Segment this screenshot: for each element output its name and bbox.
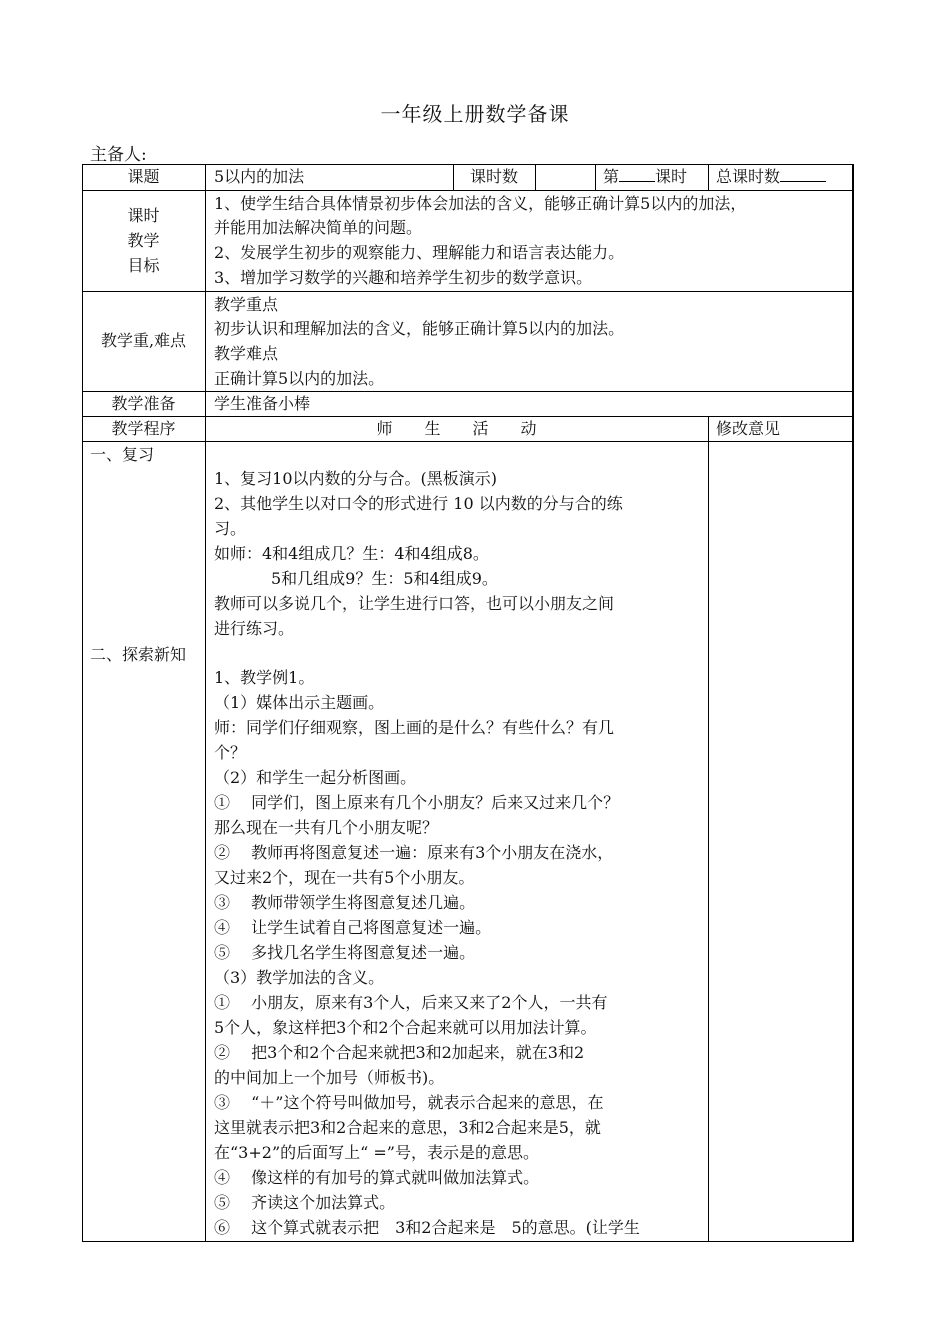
- activity-line: 5个人，象这样把3个和2个合起来就可以用加法计算。: [214, 1018, 597, 1037]
- activity-line: 在“3+2”的后面写上“ =”号，表示是的意思。: [214, 1143, 539, 1162]
- total-hours: [716, 165, 826, 189]
- activity-line: ② 把3个和2个合起来就把3和2加起来，就在3和2: [214, 1043, 585, 1062]
- activity-line: ⑥ 这个算式就表示把 3和2合起来是 5的意思。(让学生: [214, 1218, 640, 1237]
- row-divider: [82, 441, 853, 442]
- activity-line: ③ “＋”这个符号叫做加号，就表示合起来的意思，在: [214, 1093, 604, 1112]
- row-divider: [82, 291, 853, 292]
- activity-line: ④ 像这样的有加号的算式就叫做加法算式。: [214, 1168, 540, 1187]
- goal-line: 并能用加法解决简单的问题。: [214, 218, 423, 237]
- preparer-label: 主备人:: [90, 145, 147, 165]
- key-point-line: 正确计算5以内的加法。: [214, 369, 385, 388]
- column-divider: [595, 164, 596, 190]
- key-point-line: 教学重点: [214, 295, 279, 314]
- activity-line: 1、教学例1。: [214, 668, 315, 687]
- procedure-col-label: 教学程序: [111, 419, 176, 438]
- column-divider: [708, 164, 709, 190]
- activity-line: 个？: [214, 743, 247, 762]
- activity-line: 那么现在一共有几个小朋友呢？: [214, 818, 439, 837]
- column-divider: [535, 164, 536, 190]
- goals-label-line: 目标: [127, 256, 160, 275]
- activity-line: 又过来2个，现在一共有5个小朋友。: [214, 868, 475, 887]
- table-edge-shadow: [852, 164, 854, 1242]
- activity-line: 进行练习。: [214, 619, 295, 638]
- activity-line: 师：同学们仔细观察，图上画的是什么？有些什么？有几: [214, 718, 615, 737]
- lesson-number-blank: [619, 167, 655, 182]
- key-points-label: 教学重,难点: [100, 331, 187, 350]
- activity-line: 这里就表示把3和2合起来的意思，3和2合起来是5，就: [214, 1118, 601, 1137]
- key-point-line: 教学难点: [214, 344, 279, 363]
- goal-line: 1、使学生结合具体情景初步体会加法的含义，能够正确计算5以内的加法，: [214, 194, 747, 213]
- column-divider: [708, 416, 709, 1242]
- section-explore: 二、探索新知: [90, 645, 187, 664]
- lesson-number-suffix: 课时: [655, 167, 688, 186]
- activity-line: 如师：4和4组成几？生：4和4组成8。: [214, 544, 489, 563]
- total-hours-blank: [780, 167, 826, 182]
- class-hours-label: 课时数: [469, 167, 518, 186]
- activity-line: 的中间加上一个加号（师板书)。: [214, 1068, 445, 1087]
- activity-line: 习。: [214, 519, 247, 538]
- activity-line: ⑤ 多找几名学生将图意复述一遍。: [214, 943, 476, 962]
- lesson-number-prefix: 第: [603, 167, 620, 186]
- activity-col-label: 师 生 活 动: [376, 419, 537, 438]
- goals-label-line: 课时: [127, 206, 160, 225]
- goal-line: 2、发展学生初步的观察能力、理解能力和语言表达能力。: [214, 243, 625, 262]
- activity-line: 2、其他学生以对口令的形式进行 10 以内数的分与合的练: [214, 494, 623, 513]
- activity-line: ④ 让学生试着自己将图意复述一遍。: [214, 918, 492, 937]
- column-divider: [205, 164, 206, 1242]
- activity-line: 5和几组成9？生：5和4组成9。: [271, 569, 498, 588]
- total-hours-label: 总课时数: [716, 167, 781, 186]
- key-point-line: 初步认识和理解加法的含义，能够正确计算5以内的加法。: [214, 319, 625, 338]
- activity-line: ③ 教师带领学生将图意复述几遍。: [214, 893, 476, 912]
- row-divider: [82, 190, 853, 191]
- goals-label-line: 教学: [127, 231, 160, 250]
- activity-line: （2）和学生一起分析图画。: [214, 768, 417, 787]
- goal-line: 3、增加学习数学的兴趣和培养学生初步的数学意识。: [214, 268, 593, 287]
- activity-line: ① 小朋友，原来有3个人，后来又来了2个人，一共有: [214, 993, 608, 1012]
- activity-line: 教师可以多说几个，让学生进行口答，也可以小朋友之间: [214, 594, 615, 613]
- prep-value: 学生准备小棒: [214, 394, 311, 413]
- activity-line: ⑤ 齐读这个加法算式。: [214, 1193, 396, 1212]
- lesson-number: [603, 165, 687, 189]
- activity-line: 1、复习10以内数的分与合。(黑板演示): [214, 469, 498, 488]
- topic-label: 课题: [127, 167, 160, 186]
- revision-col-label: 修改意见: [716, 419, 781, 438]
- activity-line: ② 教师再将图意复述一遍：原来有3个小朋友在浇水，: [214, 843, 614, 862]
- document-title: 一年级上册数学备课: [380, 102, 570, 126]
- prep-label: 教学准备: [111, 394, 176, 413]
- section-review: 一、复习: [90, 445, 155, 464]
- topic-value: 5以内的加法: [214, 167, 305, 186]
- activity-line: （3）教学加法的含义。: [214, 968, 385, 987]
- activity-line: （1）媒体出示主题画。: [214, 693, 385, 712]
- activity-line: ① 同学们，图上原来有几个小朋友？后来又过来几个？: [214, 793, 620, 812]
